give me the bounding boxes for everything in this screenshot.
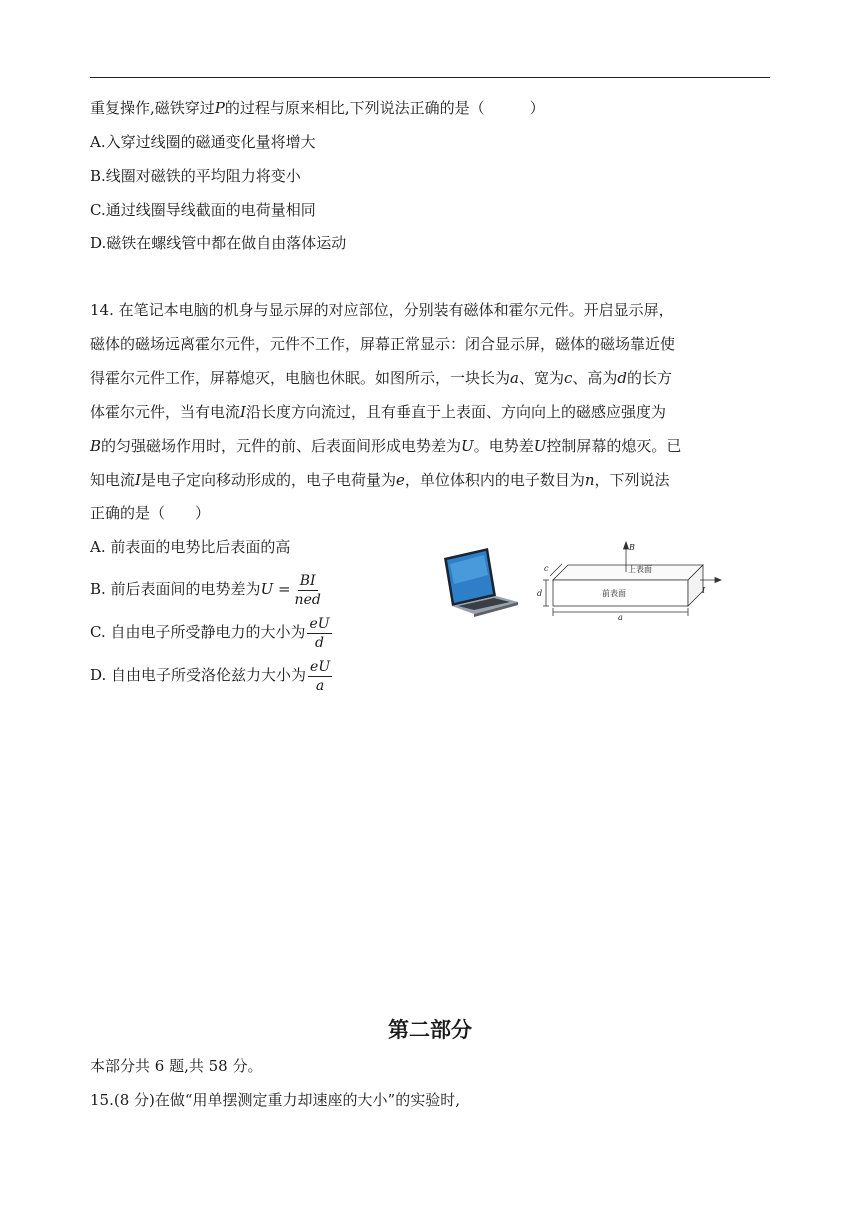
- q14-line-5: B的匀强磁场作用时，元件的前、后表面间形成电势差为U。电势差U控制屏幕的熄灭。已: [90, 437, 682, 455]
- q15-stem: 15.(8 分)在做“用单摆测定重力却速座的大小”的实验时,: [90, 1091, 460, 1109]
- q13-option-b: B.线圈对磁铁的平均阻力将变小: [90, 167, 301, 185]
- fraction-c: $\frac{eU}{d}$: [309, 615, 330, 651]
- label-front-surface: 前表面: [602, 589, 626, 598]
- hall-element-box: [543, 542, 721, 616]
- section-intro: 本部分共 6 题,共 58 分。: [90, 1057, 263, 1075]
- label-i: I: [702, 586, 706, 595]
- q14-option-a: A. 前表面的电势比后表面的高: [90, 538, 291, 556]
- q14-line-3: 得霍尔元件工作，屏幕熄灭，电脑也休眠。如图所示，一块长为a、宽为c、高为d的长方: [90, 369, 673, 387]
- laptop-icon: [444, 548, 518, 617]
- section-title: 第二部分: [388, 1018, 472, 1042]
- label-c: c: [544, 564, 549, 573]
- q13-stem: 重复操作,磁铁穿过P的过程与原来相比,下列说法正确的是（ ）: [90, 99, 545, 117]
- top-rule: [90, 77, 770, 78]
- fraction-d: $\frac{eU}{a}$: [310, 658, 331, 694]
- q14-line-4: 体霍尔元件，当有电流I沿长度方向流过，且有垂直于上表面、方向向上的磁感应强度为: [90, 403, 666, 421]
- label-top-surface: 上表面: [628, 565, 652, 574]
- q14-line-2: 磁体的磁场远离霍尔元件，元件不工作，屏幕正常显示：闭合显示屏，磁体的磁场靠近使: [90, 335, 676, 353]
- label-b: B: [629, 543, 635, 552]
- label-d: d: [537, 589, 543, 598]
- q14-line-1: 14. 在笔记本电脑的机身与显示屏的对应部位，分别装有磁体和霍尔元件。开启显示屏，: [90, 301, 674, 319]
- q14-line-6: 知电流I是电子定向移动形成的，电子电荷量为e，单位体积内的电子数目为n，下列说法: [90, 471, 670, 489]
- q14-line-7: 正确的是（ ）: [90, 504, 211, 522]
- fraction-b: $\frac{BI}{\text{ned}}$: [294, 572, 321, 608]
- label-a: a: [618, 613, 623, 620]
- q13-option-a: A.入穿过线圈的磁通变化量将增大: [90, 133, 316, 151]
- q14-option-c: C. 自由电子所受静电力的大小为 $\frac{eU}{d}$: [90, 615, 330, 651]
- hall-element-figure: [438, 540, 728, 620]
- q13-option-d: D.磁铁在螺线管中都在做自由落体运动: [90, 234, 347, 252]
- q13-option-c: C.通过线圈导线截面的电荷量相同: [90, 201, 316, 219]
- q14-option-b: B. 前后表面间的电势差为U = $\frac{BI}{\text{ned}}$: [90, 572, 321, 608]
- q14-option-d: D. 自由电子所受洛伦兹力大小为 $\frac{eU}{a}$: [90, 658, 331, 694]
